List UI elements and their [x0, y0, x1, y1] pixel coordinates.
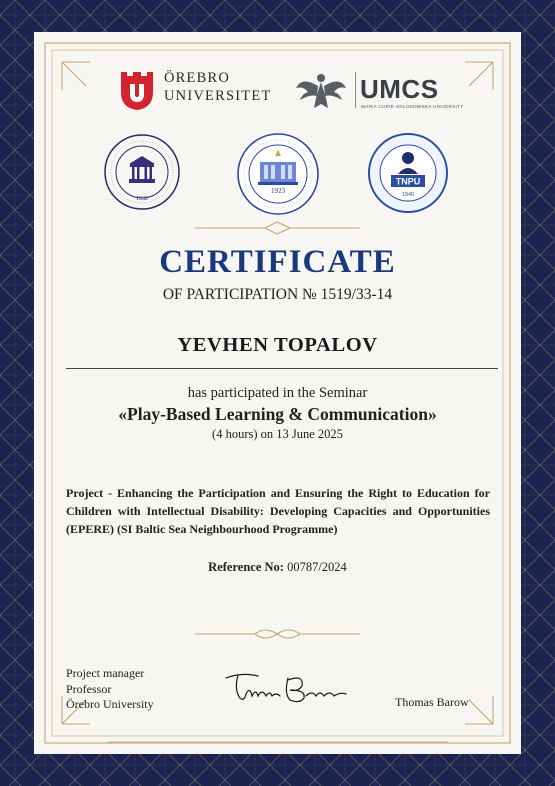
participation-text: has participated in the Seminar [187, 385, 368, 401]
melitopol-seal-icon [236, 132, 320, 216]
signatory-role: Project manager [66, 666, 145, 680]
eagle-crest-icon [292, 68, 350, 114]
orebro-logo-icon [117, 68, 157, 112]
seal-year-3: 1940 [401, 192, 415, 198]
handwritten-signature [222, 668, 352, 708]
orebro-logo [117, 68, 272, 114]
reference-line [0, 560, 555, 575]
signatory-organization: Örebro University [66, 697, 154, 711]
seal-year-2: 1923 [271, 187, 285, 195]
reference-label: Reference No: [208, 560, 284, 574]
umcs-logo [292, 68, 464, 114]
umcs-subtitle: MARIA CURIE-SKŁODOWSKA UNIVERSITY [361, 104, 464, 109]
project-description: Project - Enhancing the Participation and Ensuring the Right to Education for Children with Intellectual Disability: Developing Capacities and Opportunities (EPERE) (SI Baltic Sea Neighbourhood Programme) [66, 486, 490, 536]
tnpu-seal-icon [367, 132, 449, 214]
signatory-title: Professor [66, 681, 112, 696]
orebro-line1: ÖREBRO [164, 70, 231, 86]
recipient-name: YEVHEN TOPALOV [177, 334, 378, 356]
berdyansk-seal-icon [102, 132, 182, 212]
signatory-name: Thomas Barow [395, 695, 469, 709]
umcs-wordmark: UMCS [360, 74, 439, 104]
certificate-title: CERTIFICATE [159, 244, 396, 280]
orebro-line2: UNIVERSITET [164, 88, 272, 104]
reference-number: 00787/2024 [287, 560, 347, 574]
name-underline [66, 368, 498, 369]
seminar-title: «Play-Based Learning & Communication» [118, 404, 437, 424]
signatory-details [66, 666, 154, 713]
certificate-subtitle: OF PARTICIPATION № 1519/33-14 [162, 286, 393, 303]
orebro-wordmark [164, 69, 271, 105]
tnpu-abbr: TNPU [395, 176, 421, 187]
seminar-date: (4 hours) on 13 June 2025 [212, 427, 343, 441]
seal-year-1: 1932 [136, 196, 148, 202]
